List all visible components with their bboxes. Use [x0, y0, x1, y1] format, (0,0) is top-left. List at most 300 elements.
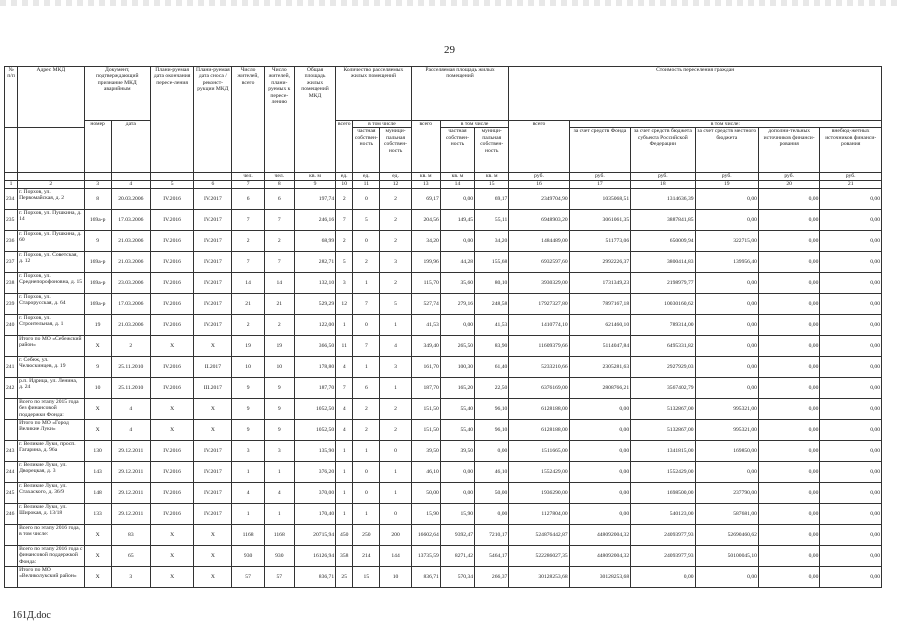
table-cell-6: IV.2017: [194, 461, 232, 482]
table-cell-13: 349,40: [411, 335, 440, 356]
table-cell-10: 450: [336, 524, 353, 545]
table-cell-14: 570,34: [440, 566, 474, 587]
table-cell-6: IV.2017: [194, 293, 232, 314]
table-cell-10: 2: [336, 230, 353, 251]
table-cell-21: 0,00: [820, 209, 882, 230]
table-cell-6: IV.2017: [194, 272, 232, 293]
table-cell-4: 29.12.2011: [111, 461, 150, 482]
table-cell-13: 204,56: [411, 209, 440, 230]
table-cell-1: [5, 419, 18, 440]
unit-cell-13: кв. м: [411, 173, 440, 180]
table-cell-13: 187,70: [411, 377, 440, 398]
table-cell-15: 248,58: [475, 293, 509, 314]
table-cell-8: 9: [264, 377, 294, 398]
table-cell-20: 0,00: [758, 503, 819, 524]
table-cell-17: 448092004,32: [569, 524, 630, 545]
header-rooms-count: Количество расселяемых жилых помещений: [336, 67, 412, 121]
table-cell-5: IV.2016: [150, 314, 193, 335]
table-cell-18: 3800414,83: [631, 251, 695, 272]
table-cell-11: 15: [353, 566, 380, 587]
table-cell-9: 1052,50: [294, 419, 335, 440]
table-cell-9: 68,99: [294, 230, 335, 251]
table-cell-17: 448092004,32: [569, 545, 630, 566]
table-cell-3: 8: [84, 188, 111, 209]
table-cell-15: 46,10: [475, 461, 509, 482]
header-address-blank: [18, 128, 84, 173]
table-cell-2: р.п. Идрица, ул. Ленина, д. 24: [18, 377, 84, 398]
table-cell-13: 199,96: [411, 251, 440, 272]
table-cell-8: 1: [264, 503, 294, 524]
table-cell-4: 83: [111, 524, 150, 545]
table-cell-12: 2: [380, 230, 411, 251]
table-cell-19: 0,00: [695, 293, 758, 314]
table-cell-16: 17927327,80: [509, 293, 569, 314]
table-cell-12: 1: [380, 377, 411, 398]
table-cell-8: 1168: [264, 524, 294, 545]
table-cell-3: 19: [84, 314, 111, 335]
table-cell-14: 100,30: [440, 356, 474, 377]
table-cell-6: IV.2017: [194, 188, 232, 209]
table-cell-3: 143: [84, 461, 111, 482]
table-cell-8: 2: [264, 314, 294, 335]
column-number-cell-7: 7: [232, 180, 264, 188]
table-cell-9: 135,90: [294, 440, 335, 461]
table-cell-1: 246: [5, 503, 18, 524]
table-cell-19: 0,00: [695, 566, 758, 587]
table-cell-3: X: [84, 335, 111, 356]
table-cell-4: 29.12.2011: [111, 440, 150, 461]
table-cell-21: 0,00: [820, 188, 882, 209]
column-number-cell-11: 11: [353, 180, 380, 188]
table-cell-12: 2: [380, 419, 411, 440]
table-cell-5: X: [150, 419, 193, 440]
table-cell-1: 236: [5, 230, 18, 251]
header-doc-date: дата: [111, 121, 150, 173]
unit-cell-2: [18, 173, 84, 180]
header-cost-total: всего: [509, 121, 569, 173]
table-row: [5, 398, 882, 419]
table-cell-18: 3887841,85: [631, 209, 695, 230]
table-cell-10: 1: [336, 482, 353, 503]
table-cell-2: Итого по МО «Себежский район»: [18, 335, 84, 356]
table-cell-10: 7: [336, 209, 353, 230]
table-cell-7: 7: [232, 209, 264, 230]
table-cell-14: 9392,47: [440, 524, 474, 545]
unit-cell-6: [194, 173, 232, 180]
column-number-cell-6: 6: [194, 180, 232, 188]
table-cell-21: 0,00: [820, 398, 882, 419]
header-rooms-total: всего: [336, 121, 353, 173]
table-cell-15: 22,50: [475, 377, 509, 398]
header-no-blank: [5, 128, 18, 173]
table-cell-18: 24093977,93: [631, 524, 695, 545]
table-cell-19: 587681,00: [695, 503, 758, 524]
table-cell-12: 1: [380, 461, 411, 482]
table-cell-7: 1168: [232, 524, 264, 545]
table-cell-13: 836,71: [411, 566, 440, 587]
table-cell-11: 0: [353, 482, 380, 503]
table-cell-21: 0,00: [820, 524, 882, 545]
header-area-municipal: муници-пальная собствен-ность: [475, 128, 509, 173]
table-cell-4: 4: [111, 419, 150, 440]
table-cell-6: IV.2017: [194, 209, 232, 230]
table-cell-12: 5: [380, 293, 411, 314]
column-number-cell-20: 20: [758, 180, 819, 188]
table-cell-19: 322715,00: [695, 230, 758, 251]
table-cell-11: 0: [353, 188, 380, 209]
table-cell-9: 376,20: [294, 461, 335, 482]
table-cell-5: IV.2016: [150, 272, 193, 293]
header-planned-resettlement-end: Плани-руемая дата окончания пересе-ления: [150, 67, 193, 173]
column-number-cell-2: 2: [18, 180, 84, 188]
table-cell-1: [5, 398, 18, 419]
table-cell-6: IV.2017: [194, 251, 232, 272]
table-cell-11: 1: [353, 503, 380, 524]
table-cell-3: 169а-р: [84, 209, 111, 230]
table-cell-10: 1: [336, 503, 353, 524]
table-cell-18: 650009,94: [631, 230, 695, 251]
table-cell-3: 130: [84, 440, 111, 461]
column-number-cell-14: 14: [440, 180, 474, 188]
table-cell-18: 5132867,00: [631, 398, 695, 419]
table-cell-15: 50,00: [475, 482, 509, 503]
unit-cell-7: чел.: [232, 173, 264, 180]
table-cell-2: Всего по этапу 2016 года с финансовой поддержкой Фонда:: [19, 545, 83, 565]
table-cell-3: 133: [84, 503, 111, 524]
table-cell-4: 23.03.2006: [111, 272, 150, 293]
table-cell-14: 15,90: [440, 503, 474, 524]
table-cell-14: 55,40: [440, 419, 474, 440]
table-cell-21: 0,00: [820, 566, 882, 587]
table-cell-6: III.2017: [194, 377, 232, 398]
table-cell-18: 540123,00: [631, 503, 695, 524]
table-cell-2: г. Порхов, ул. Пушкина, д. 14: [18, 209, 84, 230]
table-cell-12: 3: [380, 251, 411, 272]
table-cell-5: IV.2016: [150, 188, 193, 209]
table-cell-3: 169а-р: [84, 272, 111, 293]
header-document: Документ, подтверждающий признание МКД аварийным: [84, 67, 150, 121]
table-cell-10: 1: [336, 314, 353, 335]
table-cell-20: 0,00: [758, 356, 819, 377]
table-cell-16: 522286027,35: [509, 545, 569, 566]
table-cell-16: 5233210,66: [509, 356, 569, 377]
table-cell-19: 139956,40: [695, 251, 758, 272]
table-cell-2: г. Порхов, ул. Первомайская, д. 2: [18, 188, 84, 209]
table-cell-16: 6128188,00: [509, 419, 569, 440]
table-cell-3: 169а-р: [84, 293, 111, 314]
table-cell-14: 0,00: [440, 314, 474, 335]
table-cell-1: 244: [5, 461, 18, 482]
table-cell-15: 41,53: [475, 314, 509, 335]
table-cell-13: 13735,59: [411, 545, 440, 566]
table-cell-18: 5132867,00: [631, 419, 695, 440]
table-cell-17: 5114047,84: [569, 335, 630, 356]
table-cell-8: 57: [264, 566, 294, 587]
table-cell-20: 0,00: [758, 272, 819, 293]
table-cell-8: 4: [264, 482, 294, 503]
column-number-cell-18: 18: [631, 180, 695, 188]
table-cell-5: IV.2016: [150, 377, 193, 398]
header-cost-offbudget: внебюд-жетных источников финанси-рования: [820, 128, 882, 173]
table-cell-17: 621460,10: [569, 314, 630, 335]
table-cell-19: 0,00: [695, 314, 758, 335]
table-cell-4: 25.11.2010: [111, 377, 150, 398]
table-cell-19: 169850,00: [695, 440, 758, 461]
table-cell-5: IV.2016: [150, 230, 193, 251]
table-cell-6: IV.2017: [194, 230, 232, 251]
table-cell-2: г. Порхов, ул. Строительная, д. 1: [18, 314, 84, 335]
table-cell-8: 14: [264, 272, 294, 293]
unit-cell-1: [5, 173, 18, 180]
table-cell-8: 3: [264, 440, 294, 461]
table-cell-13: 41,53: [411, 314, 440, 335]
table-cell-2: г. Себеж, ул. Челюскинцев, д. 19: [18, 356, 84, 377]
table-cell-5: X: [150, 524, 193, 545]
table-cell-7: 2: [232, 230, 264, 251]
table-row: [5, 419, 882, 440]
table-cell-21: 0,00: [820, 461, 882, 482]
table-cell-6: X: [194, 566, 232, 587]
table-cell-1: [5, 566, 18, 587]
table-cell-1: 241: [5, 356, 18, 377]
table-cell-2: г. Порхов, ул. Советская, д. 12: [18, 251, 84, 272]
page-number: 29: [444, 44, 455, 56]
table-cell-8: 9: [264, 419, 294, 440]
table-cell-9: 1052,50: [294, 398, 335, 419]
table-cell-16: 6376169,00: [509, 377, 569, 398]
table-cell-6: X: [194, 524, 232, 545]
table-cell-7: 930: [232, 545, 264, 566]
table-cell-8: 19: [264, 335, 294, 356]
table-cell-1: 245: [5, 482, 18, 503]
table-row: [5, 251, 882, 272]
table-cell-17: 30128253,68: [569, 566, 630, 587]
table-row: [5, 314, 882, 335]
table-cell-9: 16126,94: [294, 545, 335, 566]
unit-cell-15: кв. м: [475, 173, 509, 180]
table-cell-14: 0,00: [440, 482, 474, 503]
table-cell-13: 50,00: [411, 482, 440, 503]
table-cell-4: 25.11.2010: [111, 356, 150, 377]
table-cell-4: 21.03.2006: [111, 251, 150, 272]
table-cell-9: 122,00: [294, 314, 335, 335]
table-cell-2: Итого по МО «Город Великие Луки»: [18, 419, 84, 440]
table-cell-14: 0,00: [440, 461, 474, 482]
header-cost: Стоимость переселения граждан: [509, 67, 882, 121]
table-cell-7: 9: [232, 398, 264, 419]
header-cost-local: за счет средств местного бюджета: [695, 128, 758, 173]
table-cell-7: 57: [232, 566, 264, 587]
table-cell-21: 0,00: [820, 503, 882, 524]
table-cell-2: г. Великие Луки, ул. Стаxаского, д. 36/9: [18, 482, 84, 503]
table-cell-10: 1: [336, 461, 353, 482]
column-number-cell-5: 5: [150, 180, 193, 188]
table-cell-2: Итого по МО «Великолукский район»: [18, 566, 84, 587]
table-cell-6: II.2017: [194, 356, 232, 377]
table-cell-19: 0,00: [695, 377, 758, 398]
unit-cell-10: ед.: [336, 173, 353, 180]
table-cell-11: 2: [353, 251, 380, 272]
table-cell-3: 10: [84, 377, 111, 398]
unit-cell-16: руб.: [509, 173, 569, 180]
table-cell-10: 4: [336, 398, 353, 419]
table-cell-7: 3: [232, 440, 264, 461]
table-cell-12: 0: [380, 440, 411, 461]
table-cell-1: 235: [5, 209, 18, 230]
table-cell-14: 279,16: [440, 293, 474, 314]
table-cell-18: 1314636,39: [631, 188, 695, 209]
table-cell-4: 29.12.2011: [111, 503, 150, 524]
table-cell-15: 0,00: [475, 503, 509, 524]
table-cell-13: 69,17: [411, 188, 440, 209]
header-cost-fund: за счет средств Фонда: [569, 128, 630, 173]
table-row: [5, 482, 882, 503]
table-cell-2: г. Порхов, ул. Среднепорофоновна, д. 15: [18, 272, 84, 293]
table-cell-18: 10030160,62: [631, 293, 695, 314]
table-cell-17: 2305281,63: [569, 356, 630, 377]
column-number-cell-19: 19: [695, 180, 758, 188]
resettlement-table: [4, 66, 882, 588]
header-area-private: частная собствен-ность: [440, 128, 474, 173]
table-cell-5: X: [150, 566, 193, 587]
header-planned-demolition: Плани-руемая дата сноса / реконст-рукции МКД: [194, 67, 232, 173]
table-cell-10: 5: [336, 251, 353, 272]
table-cell-6: X: [194, 545, 232, 566]
column-number-cell-12: 12: [380, 180, 411, 188]
unit-cell-21: руб.: [820, 173, 882, 180]
table-cell-2: г. Порхов, ул. Старорусская, д. 64: [18, 293, 84, 314]
table-cell-19: 50100045,10: [695, 545, 758, 566]
table-cell-14: 44,28: [440, 251, 474, 272]
table-row: [5, 566, 882, 587]
column-number-cell-21: 21: [820, 180, 882, 188]
table-cell-17: 0,00: [569, 503, 630, 524]
table-cell-6: X: [194, 335, 232, 356]
table-cell-14: 39,50: [440, 440, 474, 461]
table-cell-4: 3: [111, 566, 150, 587]
table-cell-6: IV.2017: [194, 482, 232, 503]
table-cell-15: 55,11: [475, 209, 509, 230]
table-cell-1: 234: [5, 188, 18, 209]
table-row: [5, 377, 882, 398]
unit-cell-11: ед.: [353, 173, 380, 180]
table-cell-18: 1552429,00: [631, 461, 695, 482]
table-cell-12: 1: [380, 482, 411, 503]
table-cell-21: 0,00: [820, 440, 882, 461]
table-cell-1: [5, 545, 18, 566]
table-cell-19: 0,00: [695, 272, 758, 293]
table-cell-4: 29.12.2011: [111, 482, 150, 503]
table-cell-1: 240: [5, 314, 18, 335]
table-cell-9: 20715,94: [294, 524, 335, 545]
table-cell-21: 0,00: [820, 251, 882, 272]
table-cell-1: 243: [5, 440, 18, 461]
table-cell-9: 529,29: [294, 293, 335, 314]
table-cell-19: 0,00: [695, 209, 758, 230]
header-cost-extra: дополни-тельных источников финанси-рования: [758, 128, 819, 173]
table-cell-7: 7: [232, 251, 264, 272]
unit-cell-3: [84, 173, 111, 180]
table-cell-2: г. Порхов, ул. Пушкина, д. 60: [18, 230, 84, 251]
table-cell-7: 9: [232, 377, 264, 398]
table-cell-21: 0,00: [820, 377, 882, 398]
table-cell-13: 151,50: [411, 398, 440, 419]
table-cell-14: 265,50: [440, 335, 474, 356]
table-cell-21: 0,00: [820, 272, 882, 293]
unit-cell-4: [111, 173, 150, 180]
table-cell-2: г. Великие Луки, ул. Широкая, д. 13/18: [18, 503, 84, 524]
column-number-cell-15: 15: [475, 180, 509, 188]
header-area-resettled: Расселяемая площадь жилых помещений: [411, 67, 509, 121]
table-cell-7: 1: [232, 461, 264, 482]
table-cell-5: X: [150, 545, 193, 566]
table-cell-16: 2349704,90: [509, 188, 569, 209]
table-cell-16: 1936290,00: [509, 482, 569, 503]
table-cell-2: г. Великие Луки, просп. Гагарина, д. 96а: [18, 440, 84, 461]
table-row: [5, 545, 882, 566]
table-cell-4: 20.03.2006: [111, 188, 150, 209]
table-cell-8: 9: [264, 398, 294, 419]
table-cell-10: 3: [336, 272, 353, 293]
table-cell-12: 2: [380, 398, 411, 419]
table-cell-20: 0,00: [758, 377, 819, 398]
table-cell-15: 69,17: [475, 188, 509, 209]
header-total-area: Общая площадь жилых помещений МКД: [294, 67, 335, 173]
table-cell-8: 2: [264, 230, 294, 251]
table-cell-15: 96,10: [475, 419, 509, 440]
table-cell-12: 2: [380, 188, 411, 209]
table-cell-17: 0,00: [569, 440, 630, 461]
header-area-incl: в том числе: [440, 121, 508, 128]
table-cell-5: IV.2016: [150, 461, 193, 482]
table-cell-13: 115,70: [411, 272, 440, 293]
table-cell-9: 366,50: [294, 335, 335, 356]
table-cell-21: 0,00: [820, 356, 882, 377]
header-cost-incl: в том числе:: [569, 121, 881, 128]
unit-cell-14: кв. м: [440, 173, 474, 180]
table-cell-11: 250: [353, 524, 380, 545]
table-cell-6: IV.2017: [194, 503, 232, 524]
header-rooms-incl: в том числе: [353, 121, 411, 128]
unit-cell-9: кв. м: [294, 173, 335, 180]
table-cell-17: 7897167,18: [569, 293, 630, 314]
table-cell-12: 144: [380, 545, 411, 566]
table-cell-19: 237790,00: [695, 482, 758, 503]
table-cell-12: 2: [380, 209, 411, 230]
table-cell-5: IV.2016: [150, 356, 193, 377]
column-number-cell-4: 4: [111, 180, 150, 188]
table-cell-14: 8271,42: [440, 545, 474, 566]
table-cell-5: IV.2016: [150, 251, 193, 272]
table-row: [5, 272, 882, 293]
table-row: [5, 503, 882, 524]
table-cell-15: 266,37: [475, 566, 509, 587]
unit-cell-12: ед.: [380, 173, 411, 180]
table-cell-19: 0,00: [695, 461, 758, 482]
table-cell-8: 930: [264, 545, 294, 566]
table-cell-10: 25: [336, 566, 353, 587]
table-cell-13: 161,70: [411, 356, 440, 377]
table-cell-1: 238: [5, 272, 18, 293]
table-row: [5, 188, 882, 209]
table-cell-12: 3: [380, 356, 411, 377]
table-cell-4: 4: [111, 398, 150, 419]
table-cell-11: 0: [353, 314, 380, 335]
table-cell-6: IV.2017: [194, 440, 232, 461]
table-cell-13: 527,74: [411, 293, 440, 314]
table-cell-1: 239: [5, 293, 18, 314]
table-cell-19: 0,00: [695, 356, 758, 377]
